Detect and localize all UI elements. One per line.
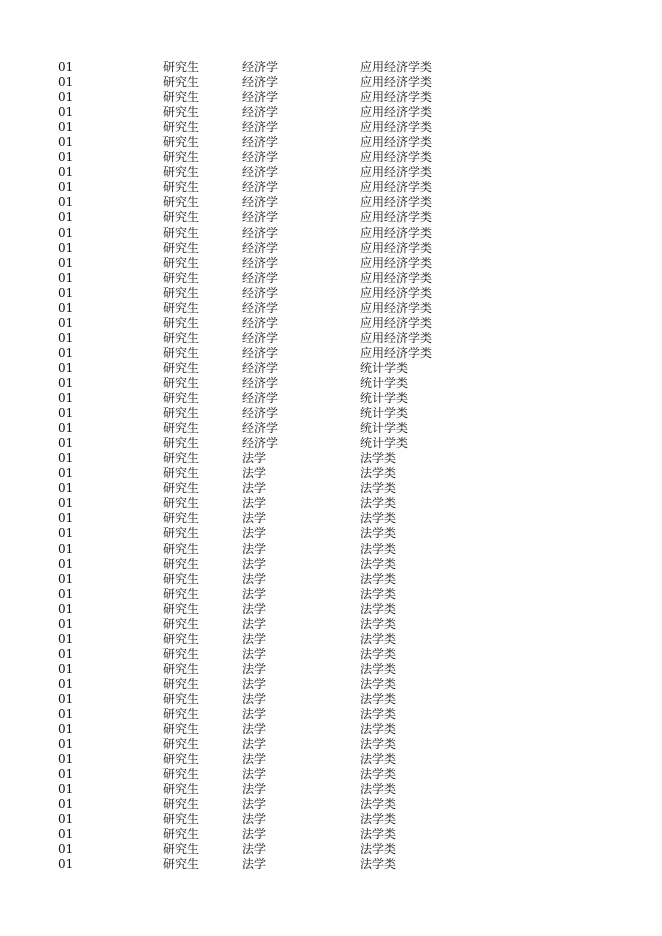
cell-code: 01 [58, 60, 74, 74]
table-row [0, 752, 662, 767]
table-row [0, 526, 662, 541]
cell-category: 法学类 [360, 616, 397, 631]
cell-discipline: 经济学 [242, 165, 279, 180]
table-row [0, 542, 662, 557]
cell-code: 01 [58, 481, 74, 496]
cell-level: 研究生 [163, 255, 200, 270]
table-row [0, 557, 662, 572]
table-row [0, 677, 662, 692]
cell-code: 01 [58, 135, 74, 150]
cell-discipline: 法学 [242, 737, 267, 752]
cell-code: 01 [58, 857, 74, 872]
cell-category: 应用经济学类 [360, 180, 433, 195]
cell-category: 法学类 [360, 631, 397, 646]
cell-category: 应用经济学类 [360, 150, 433, 165]
cell-discipline: 经济学 [242, 75, 279, 90]
cell-discipline: 法学 [242, 752, 267, 767]
cell-category: 法学类 [360, 782, 397, 797]
cell-category: 应用经济学类 [360, 135, 433, 150]
cell-discipline: 法学 [242, 496, 267, 511]
cell-level: 研究生 [163, 842, 200, 857]
cell-level: 研究生 [163, 827, 200, 842]
cell-level: 研究生 [163, 105, 200, 120]
cell-code: 01 [58, 782, 74, 797]
cell-level: 研究生 [163, 180, 200, 195]
table-row [0, 602, 662, 617]
cell-level: 研究生 [163, 571, 200, 586]
cell-code: 01 [58, 661, 74, 676]
cell-discipline: 经济学 [242, 210, 279, 225]
cell-discipline: 经济学 [242, 135, 279, 150]
cell-category: 法学类 [360, 601, 397, 616]
cell-code: 01 [58, 466, 74, 481]
cell-code: 01 [58, 150, 74, 165]
cell-code: 01 [58, 391, 74, 406]
cell-discipline: 经济学 [242, 225, 279, 240]
table-row [0, 105, 662, 120]
cell-discipline: 经济学 [242, 105, 279, 120]
cell-discipline: 法学 [242, 812, 267, 827]
cell-discipline: 经济学 [242, 360, 279, 375]
cell-code: 01 [58, 240, 74, 255]
cell-category: 法学类 [360, 767, 397, 782]
cell-level: 研究生 [163, 240, 200, 255]
cell-category: 应用经济学类 [360, 165, 433, 180]
cell-level: 研究生 [163, 150, 200, 165]
cell-code: 01 [58, 707, 74, 722]
cell-level: 研究生 [163, 300, 200, 315]
cell-level: 研究生 [163, 225, 200, 240]
cell-discipline: 经济学 [242, 285, 279, 300]
cell-discipline: 经济学 [242, 330, 279, 345]
cell-category: 法学类 [360, 451, 397, 466]
cell-category: 统计学类 [360, 406, 409, 421]
cell-discipline: 法学 [242, 481, 267, 496]
cell-category: 应用经济学类 [360, 225, 433, 240]
cell-code: 01 [58, 180, 74, 195]
cell-category: 法学类 [360, 646, 397, 661]
cell-level: 研究生 [163, 195, 200, 210]
cell-code: 01 [58, 210, 74, 225]
cell-code: 01 [58, 601, 74, 616]
cell-level: 研究生 [163, 631, 200, 646]
cell-level: 研究生 [163, 406, 200, 421]
cell-level: 研究生 [163, 767, 200, 782]
cell-category: 应用经济学类 [360, 255, 433, 270]
cell-discipline: 经济学 [242, 255, 279, 270]
cell-discipline: 经济学 [242, 270, 279, 285]
cell-level: 研究生 [163, 90, 200, 105]
cell-discipline: 法学 [242, 511, 267, 526]
cell-category: 应用经济学类 [360, 330, 433, 345]
cell-code: 01 [58, 511, 74, 526]
cell-category: 应用经济学类 [360, 270, 433, 285]
cell-level: 研究生 [163, 436, 200, 451]
table-row [0, 286, 662, 301]
table-row [0, 647, 662, 662]
cell-discipline: 经济学 [242, 436, 279, 451]
cell-level: 研究生 [163, 75, 200, 90]
table-row [0, 511, 662, 526]
cell-discipline: 经济学 [242, 375, 279, 390]
cell-level: 研究生 [163, 857, 200, 872]
cell-level: 研究生 [163, 360, 200, 375]
cell-level: 研究生 [163, 451, 200, 466]
cell-level: 研究生 [163, 586, 200, 601]
cell-code: 01 [58, 541, 74, 556]
cell-category: 法学类 [360, 526, 397, 541]
cell-discipline: 经济学 [242, 391, 279, 406]
cell-level: 研究生 [163, 466, 200, 481]
cell-category: 法学类 [360, 827, 397, 842]
cell-code: 01 [58, 737, 74, 752]
spreadsheet-table [0, 60, 662, 873]
table-row [0, 241, 662, 256]
table-row [0, 301, 662, 316]
cell-category: 法学类 [360, 541, 397, 556]
cell-code: 01 [58, 360, 74, 375]
cell-discipline: 法学 [242, 586, 267, 601]
cell-category: 法学类 [360, 707, 397, 722]
cell-category: 法学类 [360, 586, 397, 601]
cell-code: 01 [58, 330, 74, 345]
cell-discipline: 经济学 [242, 120, 279, 135]
table-row [0, 316, 662, 331]
cell-level: 研究生 [163, 526, 200, 541]
table-row [0, 75, 662, 90]
cell-code: 01 [58, 105, 74, 120]
table-row [0, 632, 662, 647]
cell-level: 研究生 [163, 601, 200, 616]
cell-discipline: 法学 [242, 676, 267, 691]
cell-code: 01 [58, 767, 74, 782]
cell-category: 应用经济学类 [360, 75, 433, 90]
cell-discipline: 法学 [242, 707, 267, 722]
cell-level: 研究生 [163, 722, 200, 737]
cell-category: 应用经济学类 [360, 120, 433, 135]
table-row [0, 812, 662, 827]
table-row [0, 150, 662, 165]
table-row [0, 707, 662, 722]
cell-discipline: 法学 [242, 556, 267, 571]
cell-level: 研究生 [163, 782, 200, 797]
cell-category: 法学类 [360, 466, 397, 481]
cell-code: 01 [58, 812, 74, 827]
cell-category: 法学类 [360, 571, 397, 586]
cell-discipline: 法学 [242, 661, 267, 676]
table-row [0, 692, 662, 707]
cell-category: 应用经济学类 [360, 60, 433, 74]
table-row [0, 256, 662, 271]
cell-category: 法学类 [360, 737, 397, 752]
cell-level: 研究生 [163, 165, 200, 180]
cell-code: 01 [58, 120, 74, 135]
cell-discipline: 经济学 [242, 60, 279, 74]
cell-code: 01 [58, 451, 74, 466]
cell-discipline: 法学 [242, 767, 267, 782]
cell-discipline: 法学 [242, 616, 267, 631]
table-row [0, 120, 662, 135]
table-row [0, 391, 662, 406]
cell-category: 应用经济学类 [360, 315, 433, 330]
cell-code: 01 [58, 436, 74, 451]
table-row [0, 436, 662, 451]
table-row [0, 271, 662, 286]
cell-code: 01 [58, 842, 74, 857]
cell-code: 01 [58, 345, 74, 360]
cell-level: 研究生 [163, 135, 200, 150]
cell-code: 01 [58, 75, 74, 90]
cell-code: 01 [58, 375, 74, 390]
table-row [0, 737, 662, 752]
cell-code: 01 [58, 496, 74, 511]
table-row [0, 827, 662, 842]
cell-discipline: 法学 [242, 601, 267, 616]
cell-discipline: 法学 [242, 827, 267, 842]
table-row [0, 466, 662, 481]
cell-level: 研究生 [163, 691, 200, 706]
table-row [0, 165, 662, 180]
cell-level: 研究生 [163, 496, 200, 511]
table-row [0, 767, 662, 782]
cell-level: 研究生 [163, 556, 200, 571]
cell-code: 01 [58, 631, 74, 646]
table-row [0, 346, 662, 361]
cell-code: 01 [58, 406, 74, 421]
cell-level: 研究生 [163, 737, 200, 752]
cell-category: 法学类 [360, 496, 397, 511]
cell-level: 研究生 [163, 541, 200, 556]
cell-level: 研究生 [163, 812, 200, 827]
table-row [0, 60, 662, 75]
cell-discipline: 法学 [242, 722, 267, 737]
cell-code: 01 [58, 797, 74, 812]
cell-category: 统计学类 [360, 391, 409, 406]
cell-level: 研究生 [163, 646, 200, 661]
table-row [0, 481, 662, 496]
table-row [0, 376, 662, 391]
cell-discipline: 法学 [242, 571, 267, 586]
table-row [0, 210, 662, 225]
cell-category: 法学类 [360, 812, 397, 827]
cell-level: 研究生 [163, 375, 200, 390]
cell-level: 研究生 [163, 707, 200, 722]
table-row [0, 331, 662, 346]
cell-code: 01 [58, 225, 74, 240]
cell-category: 法学类 [360, 797, 397, 812]
cell-discipline: 法学 [242, 857, 267, 872]
cell-level: 研究生 [163, 616, 200, 631]
cell-category: 统计学类 [360, 375, 409, 390]
cell-category: 应用经济学类 [360, 240, 433, 255]
cell-level: 研究生 [163, 797, 200, 812]
cell-level: 研究生 [163, 676, 200, 691]
table-row [0, 226, 662, 241]
cell-discipline: 法学 [242, 526, 267, 541]
table-row [0, 90, 662, 105]
table-row [0, 782, 662, 797]
cell-code: 01 [58, 616, 74, 631]
cell-level: 研究生 [163, 210, 200, 225]
cell-discipline: 经济学 [242, 90, 279, 105]
cell-discipline: 经济学 [242, 240, 279, 255]
cell-code: 01 [58, 285, 74, 300]
cell-code: 01 [58, 300, 74, 315]
cell-level: 研究生 [163, 60, 200, 74]
cell-level: 研究生 [163, 315, 200, 330]
cell-level: 研究生 [163, 481, 200, 496]
cell-level: 研究生 [163, 661, 200, 676]
cell-level: 研究生 [163, 752, 200, 767]
cell-category: 法学类 [360, 752, 397, 767]
cell-code: 01 [58, 526, 74, 541]
cell-discipline: 法学 [242, 782, 267, 797]
cell-category: 法学类 [360, 481, 397, 496]
cell-discipline: 法学 [242, 646, 267, 661]
cell-code: 01 [58, 722, 74, 737]
cell-category: 应用经济学类 [360, 345, 433, 360]
cell-discipline: 经济学 [242, 195, 279, 210]
cell-discipline: 法学 [242, 842, 267, 857]
cell-discipline: 法学 [242, 691, 267, 706]
cell-code: 01 [58, 165, 74, 180]
cell-discipline: 经济学 [242, 180, 279, 195]
cell-category: 法学类 [360, 661, 397, 676]
cell-code: 01 [58, 646, 74, 661]
cell-discipline: 经济学 [242, 300, 279, 315]
table-row [0, 451, 662, 466]
cell-code: 01 [58, 571, 74, 586]
cell-code: 01 [58, 827, 74, 842]
table-row [0, 496, 662, 511]
cell-category: 法学类 [360, 676, 397, 691]
cell-category: 应用经济学类 [360, 285, 433, 300]
cell-category: 统计学类 [360, 436, 409, 451]
cell-discipline: 法学 [242, 541, 267, 556]
cell-category: 统计学类 [360, 360, 409, 375]
cell-discipline: 经济学 [242, 345, 279, 360]
table-row [0, 180, 662, 195]
table-row [0, 421, 662, 436]
cell-discipline: 法学 [242, 451, 267, 466]
cell-category: 法学类 [360, 691, 397, 706]
cell-discipline: 经济学 [242, 150, 279, 165]
cell-code: 01 [58, 752, 74, 767]
cell-level: 研究生 [163, 421, 200, 436]
table-row [0, 135, 662, 150]
cell-category: 法学类 [360, 842, 397, 857]
cell-discipline: 法学 [242, 466, 267, 481]
cell-code: 01 [58, 255, 74, 270]
cell-level: 研究生 [163, 270, 200, 285]
cell-code: 01 [58, 270, 74, 285]
cell-code: 01 [58, 691, 74, 706]
table-row [0, 572, 662, 587]
cell-category: 法学类 [360, 722, 397, 737]
cell-discipline: 法学 [242, 797, 267, 812]
cell-code: 01 [58, 676, 74, 691]
table-row [0, 195, 662, 210]
table-row [0, 722, 662, 737]
cell-level: 研究生 [163, 120, 200, 135]
table-row [0, 662, 662, 677]
table-row [0, 406, 662, 421]
cell-category: 应用经济学类 [360, 90, 433, 105]
cell-discipline: 经济学 [242, 421, 279, 436]
cell-level: 研究生 [163, 330, 200, 345]
cell-level: 研究生 [163, 391, 200, 406]
cell-category: 法学类 [360, 511, 397, 526]
cell-code: 01 [58, 421, 74, 436]
table-row [0, 617, 662, 632]
cell-level: 研究生 [163, 511, 200, 526]
cell-category: 法学类 [360, 556, 397, 571]
table-row [0, 797, 662, 812]
cell-discipline: 经济学 [242, 406, 279, 421]
cell-category: 统计学类 [360, 421, 409, 436]
cell-code: 01 [58, 586, 74, 601]
table-row [0, 842, 662, 857]
cell-category: 应用经济学类 [360, 195, 433, 210]
table-row [0, 587, 662, 602]
cell-code: 01 [58, 90, 74, 105]
cell-discipline: 经济学 [242, 315, 279, 330]
cell-code: 01 [58, 315, 74, 330]
cell-category: 应用经济学类 [360, 300, 433, 315]
cell-level: 研究生 [163, 285, 200, 300]
table-row [0, 857, 662, 872]
cell-category: 应用经济学类 [360, 105, 433, 120]
cell-discipline: 法学 [242, 631, 267, 646]
cell-category: 应用经济学类 [360, 210, 433, 225]
table-row [0, 361, 662, 376]
cell-code: 01 [58, 556, 74, 571]
cell-category: 法学类 [360, 857, 397, 872]
cell-level: 研究生 [163, 345, 200, 360]
cell-code: 01 [58, 195, 74, 210]
